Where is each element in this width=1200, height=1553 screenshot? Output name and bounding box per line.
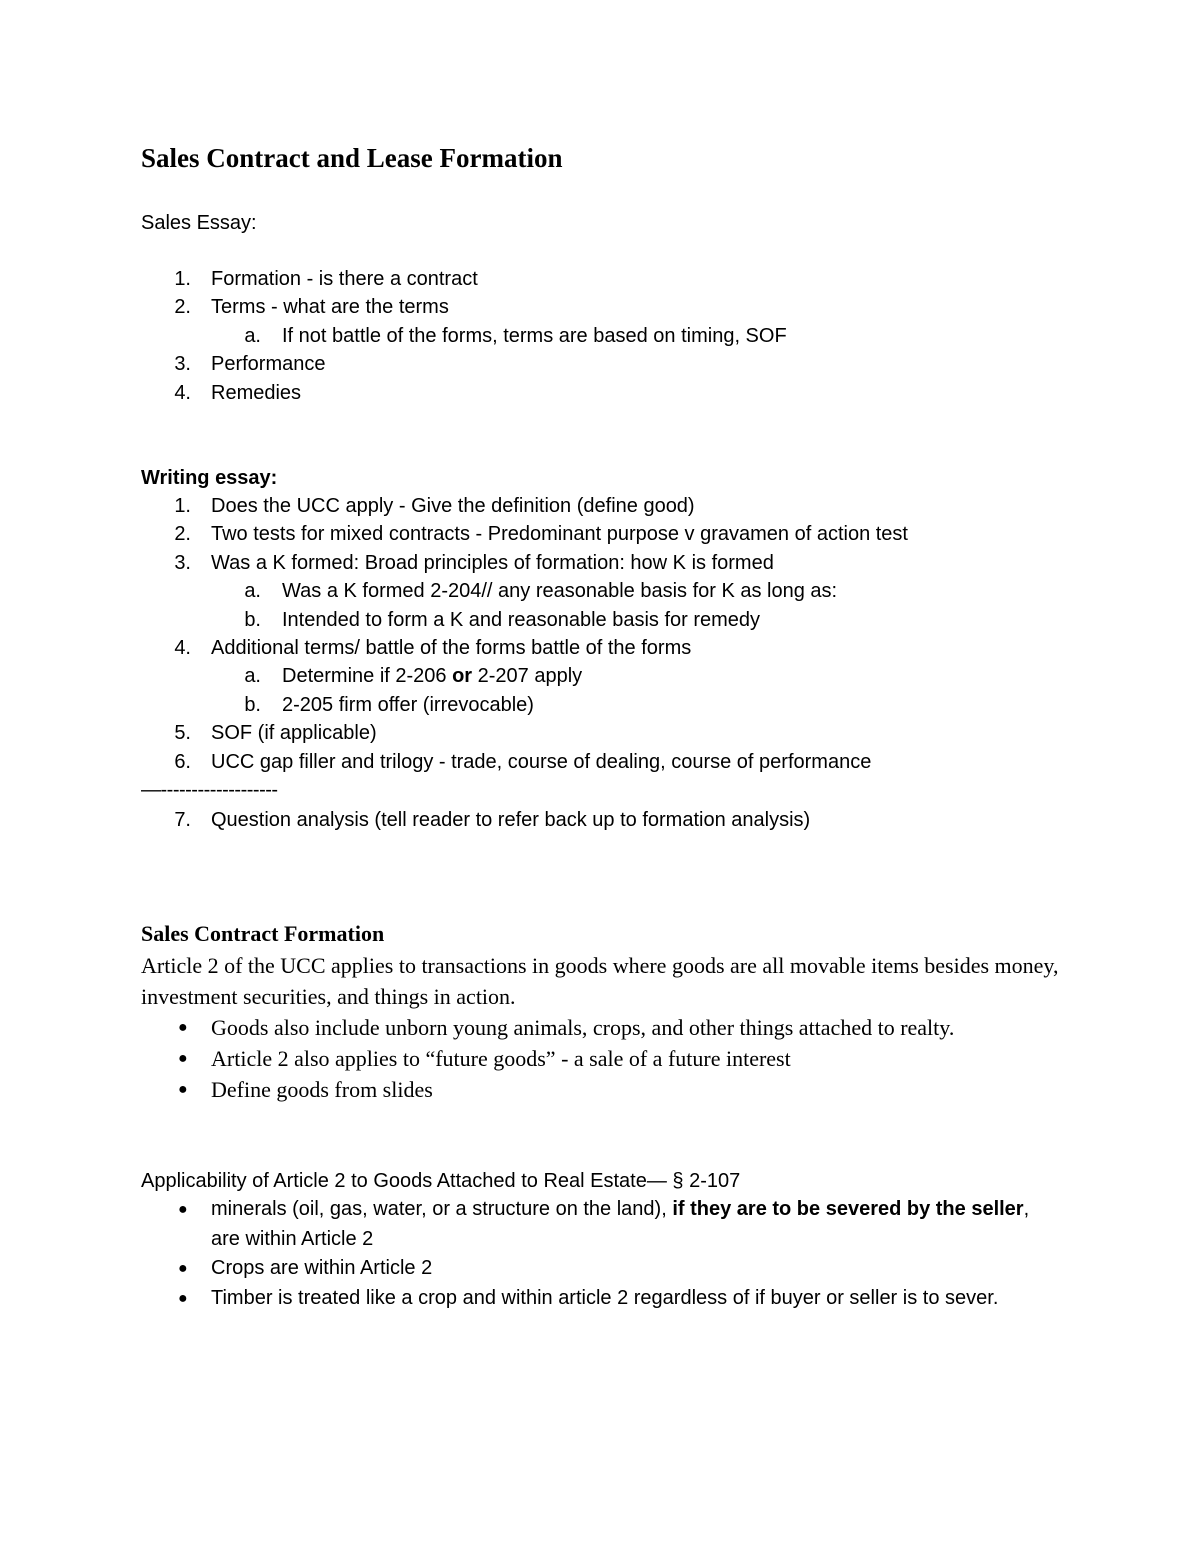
goods-bullet-list [141, 1012, 954, 1105]
bullet-icon: ● [178, 1260, 188, 1277]
sales-essay-label: Sales Essay: [141, 212, 257, 234]
page-title: Sales Contract and Lease Formation [141, 143, 563, 173]
bullet-icon: ● [178, 1050, 188, 1067]
section-heading-sales-contract-formation: Sales Contract Formation [141, 921, 385, 946]
list-item: ● Crops are within Article 2 [141, 1254, 1041, 1284]
bullet-icon: ● [178, 1019, 188, 1036]
list-item: ● minerals (oil, gas, water, or a structure on the land), if they are to be severed by the seller, are within Article 2 [141, 1195, 1041, 1254]
section-heading-applicability: Applicability of Article 2 to Goods Attached to Real Estate— § 2-107 [141, 1170, 741, 1192]
bullet-icon: ● [178, 1201, 188, 1218]
bullet-icon: ● [178, 1289, 188, 1307]
bullet-icon: ● [178, 1081, 188, 1098]
writing-essay-label: Writing essay: [141, 467, 278, 489]
sales-contract-formation-paragraph: Article 2 of the UCC applies to transactions in goods where goods are all movable items besides money, investment securities, and things in action. [141, 953, 1059, 1009]
applicability-bullet-list [141, 1195, 1041, 1313]
list-item: ● Article 2 also applies to “future goods” - a sale of a future interest [141, 1043, 954, 1074]
list-item: ● Timber is treated like a crop and within article 2 regardless of if buyer or seller is to sever. [141, 1284, 1041, 1314]
list-item: ● Goods also include unborn young animals, crops, and other things attached to realty. [141, 1012, 954, 1043]
divider-line: —------------------- [141, 779, 278, 801]
list-item: ● Define goods from slides [141, 1074, 954, 1105]
